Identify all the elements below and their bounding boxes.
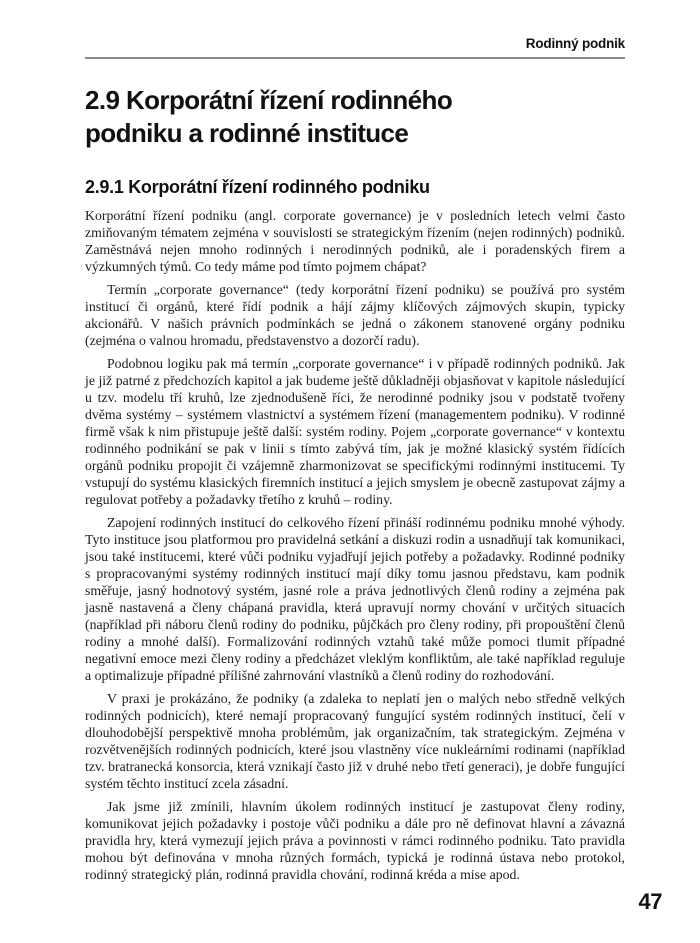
page-content [85, 36, 625, 889]
section-heading: 2.9.1 Korporátní řízení rodinného podniku [85, 177, 430, 197]
paragraph: Zapojení rodinných institucí do celkového řízení přináší rodinnému podniku mnohé výhody. Tyto instituce jsou platformou pro pravidelná setkání a diskuzi rodin a usnadňují tak komunikaci, jsou také institucemi, které vůči podniku vyjadřují jejich potřeby a požadavky. Rodinné podniky s propracovanými systémy rodinných institucí mají díky tomu jasnou představu, kam podnik směřuje, jasný hodnotový systém, jasné role a práva jednotlivých členů rodiny a zejména pak jasně nastavená a členy chápaná pravidla, která upravují normy chování v určitých situacích (například při náboru členů rodiny do podniku, půjčkách pro členy rodiny, při propouštění členů rodiny a mnohé další). Formalizování rodinných vztahů také může pomoci tlumit případné negativní emoce mezi členy rodiny a předcházet vleklým konfliktům, ale také například reguluje a optimalizuje případné přílišné zahrnování vlastníků a členů rodiny do rozhodování. [85, 515, 625, 683]
running-header: Rodinný podnik [525, 36, 625, 51]
header-rule [85, 57, 625, 59]
chapter-title [85, 84, 625, 150]
paragraph: Podobnou logiku pak má termín „corporate governance“ i v případě rodinných podniků. Jak je již patrné z předchozích kapitol a jak budeme ještě důkladněji objasňovat v kapitole následující u tzv. modelu tří kruhů, lze zjednodušeně říci, že nerodinné podniky jsou v podstatě tvořeny dvěma systémy – systémem vlastnictví a systémem řízení (managementem podniku). V rodinné firmě však k nim přistupuje ještě další: systém rodiny. Pojem „corporate governance“ v kontextu rodinného podnikání se pak v linii s tímto zabývá tím, jak je možné klasický systém řídících orgánů podniku propojit či vzájemně zharmonizovat se specifickými rodinnými institucemi. Ty vstupují do systému klasických firemních institucí a jejich smyslem je obecně zastupovat zájmy a regulovat potřeby a požadavky třetího z kruhů – rodiny. [85, 356, 625, 507]
page-number: 47 [638, 889, 662, 914]
paragraph: Termín „corporate governance“ (tedy korporátní řízení podniku) se používá pro systém institucí či orgánů, které řídí podnik a hájí zájmy klíčových zájmových skupin, typicky akcionářů. V našich právních podmínkách se jedná o zákonem stanovené orgány podniku (zejména o valnou hromadu, představenstvo a dozorčí radu). [85, 282, 625, 348]
body-text [85, 207, 625, 883]
chapter-title-line1: 2.9 Korporátní řízení rodinného [85, 85, 453, 115]
chapter-title-line2: podniku a rodinné instituce [85, 118, 409, 148]
paragraph: V praxi je prokázáno, že podniky (a zdaleka to neplatí jen o malých nebo středně velkých rodinných podnicích), které nemají propracovaný fungující systém rodinných institucí, čelí v dlouhodobější perspektivě mnoha problémům, jak organizačním, tak strategickým. Zejména v rozvětvenějších rodinných podnicích, které jsou vlastněny více nukleárními rodinami (například tzv. bratranecká konsorcia, která vznikají často již v druhé nebo třetí generaci), je dobře fungující systém těchto institucí zcela zásadní. [85, 691, 625, 791]
paragraph: Korporátní řízení podniku (angl. corporate governance) je v posledních letech velmi často zmiňovaným tématem zejména v souvislosti se strategickým řízením (nejen rodinných) podniků. Zaměstnává nejen mnoho rodinných i nerodinných podniků, ale i poradenských firem a výzkumných týmů. Co tedy máme pod tímto pojmem chápat? [85, 208, 625, 274]
paragraph: Jak jsme již zmínili, hlavním úkolem rodinných institucí je zastupovat členy rodiny, komunikovat jejich požadavky i postoje vůči podniku a dále pro ně definovat hlavní a závazná pravidla hry, která vymezují jejich práva a povinnosti v rámci rodinného podniku. Tato pravidla mohou být definována v mnoha různých formách, typická je rodinná ústava nebo protokol, rodinný strategický plán, rodinná pravidla chování, rodinná kréda a mise apod. [85, 799, 625, 882]
